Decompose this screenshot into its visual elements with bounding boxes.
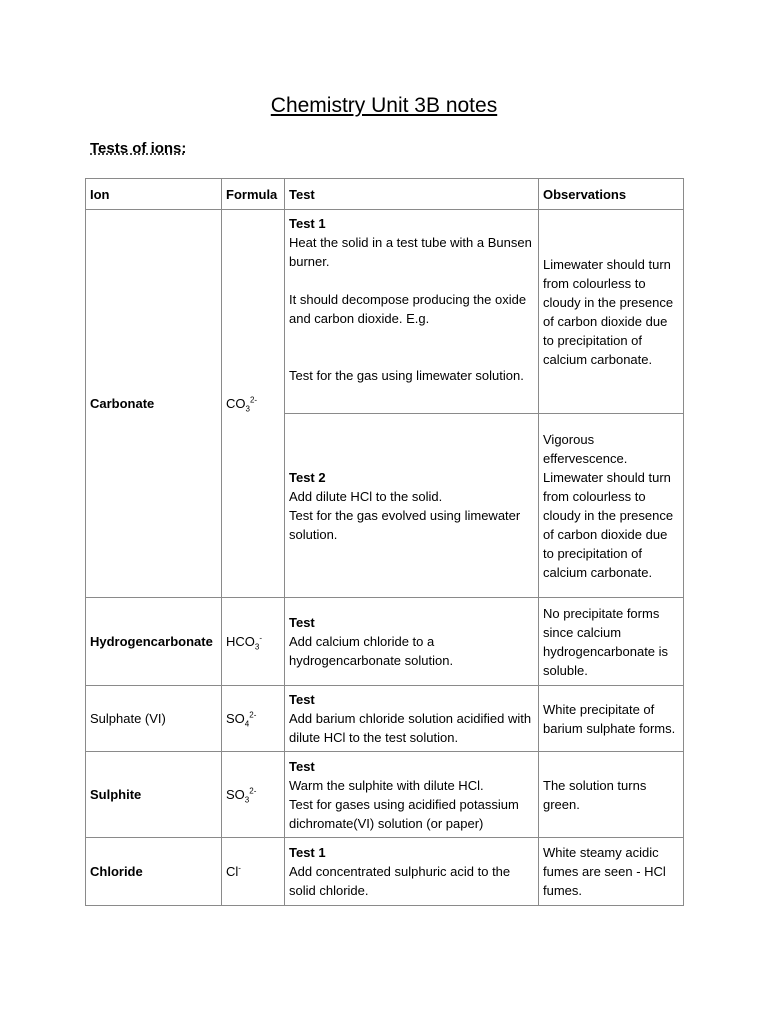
test-cell	[285, 598, 539, 686]
ion-name: Sulphite	[86, 752, 222, 838]
observation-cell: The solution turns green.	[539, 752, 684, 838]
test-title: Test	[289, 758, 315, 774]
table-row	[86, 210, 684, 414]
test-step: Add barium chloride solution acidified with dilute HCl to the test solution.	[289, 711, 532, 745]
test-step: Add calcium chloride to a hydrogencarbonate solution.	[289, 634, 454, 668]
ion-formula: $HCO_3^-$	[222, 598, 285, 686]
table-row	[86, 838, 684, 906]
test-cell	[285, 414, 539, 598]
observation-cell: Limewater should turn from colourless to cloudy in the presence of carbon dioxide due to precipitation of calcium carbonate.	[539, 210, 684, 414]
test-step: Test for gases using acidified potassium dichromate(VI) solution (or paper)	[289, 796, 519, 831]
ion-formula: $SO_3^{2-}$	[222, 752, 285, 838]
test-title: Test 2	[289, 469, 326, 485]
table-row	[86, 752, 684, 838]
ion-name: Carbonate	[86, 210, 222, 598]
test-step: Add concentrated sulphuric acid to the solid chloride.	[289, 864, 511, 898]
ion-formula: $SO_4^{2-}$	[222, 686, 285, 752]
test-title: Test 1	[289, 216, 326, 231]
test-cell	[285, 752, 539, 838]
header-observations: Observations	[539, 179, 684, 210]
test-step: Test for the gas evolved using limewater solution.	[289, 507, 521, 542]
test-title: Test	[289, 615, 315, 630]
test-cell	[285, 686, 539, 752]
test-title: Test	[289, 692, 315, 707]
observation-cell: No precipitate forms since calcium hydrogencarbonate is soluble.	[539, 598, 684, 686]
section-heading: Tests of ions:	[90, 140, 187, 157]
ion-name: Hydrogencarbonate	[86, 598, 222, 686]
test-step: Heat the solid in a test tube with a Bunsen burner.	[289, 235, 532, 269]
test-step: It should decompose producing the oxide and carbon dioxide. E.g.	[289, 292, 527, 326]
test-title: Test 1	[289, 845, 326, 860]
ion-formula: Cl-	[222, 838, 285, 906]
header-formula: Formula	[222, 179, 285, 210]
test-cell	[285, 838, 539, 906]
test-step: Add dilute HCl to the solid.	[289, 488, 443, 504]
observation-cell: Vigorous effervescence. Limewater should turn from colourless to cloudy in the presence of carbon dioxide due to precipitation of calcium carbonate.	[539, 414, 684, 598]
page-title: Chemistry Unit 3B notes	[270, 94, 498, 117]
header-test: Test	[285, 179, 539, 210]
ion-tests-table	[85, 178, 684, 906]
ion-name: Chloride	[86, 838, 222, 906]
header-ion: Ion	[86, 179, 222, 210]
table-row	[86, 686, 684, 752]
table-header-row	[86, 179, 684, 210]
ion-formula: $CO_3^{2-}$	[222, 210, 285, 598]
test-step: Warm the sulphite with dilute HCl.	[289, 777, 484, 793]
test-step: Test for the gas using limewater solution.	[289, 368, 524, 383]
table-row	[86, 598, 684, 686]
observation-cell: White precipitate of barium sulphate forms.	[539, 686, 684, 752]
test-cell	[285, 210, 539, 414]
ion-name: Sulphate (VI)	[86, 686, 222, 752]
observation-cell: White steamy acidic fumes are seen - HCl fumes.	[539, 838, 684, 906]
